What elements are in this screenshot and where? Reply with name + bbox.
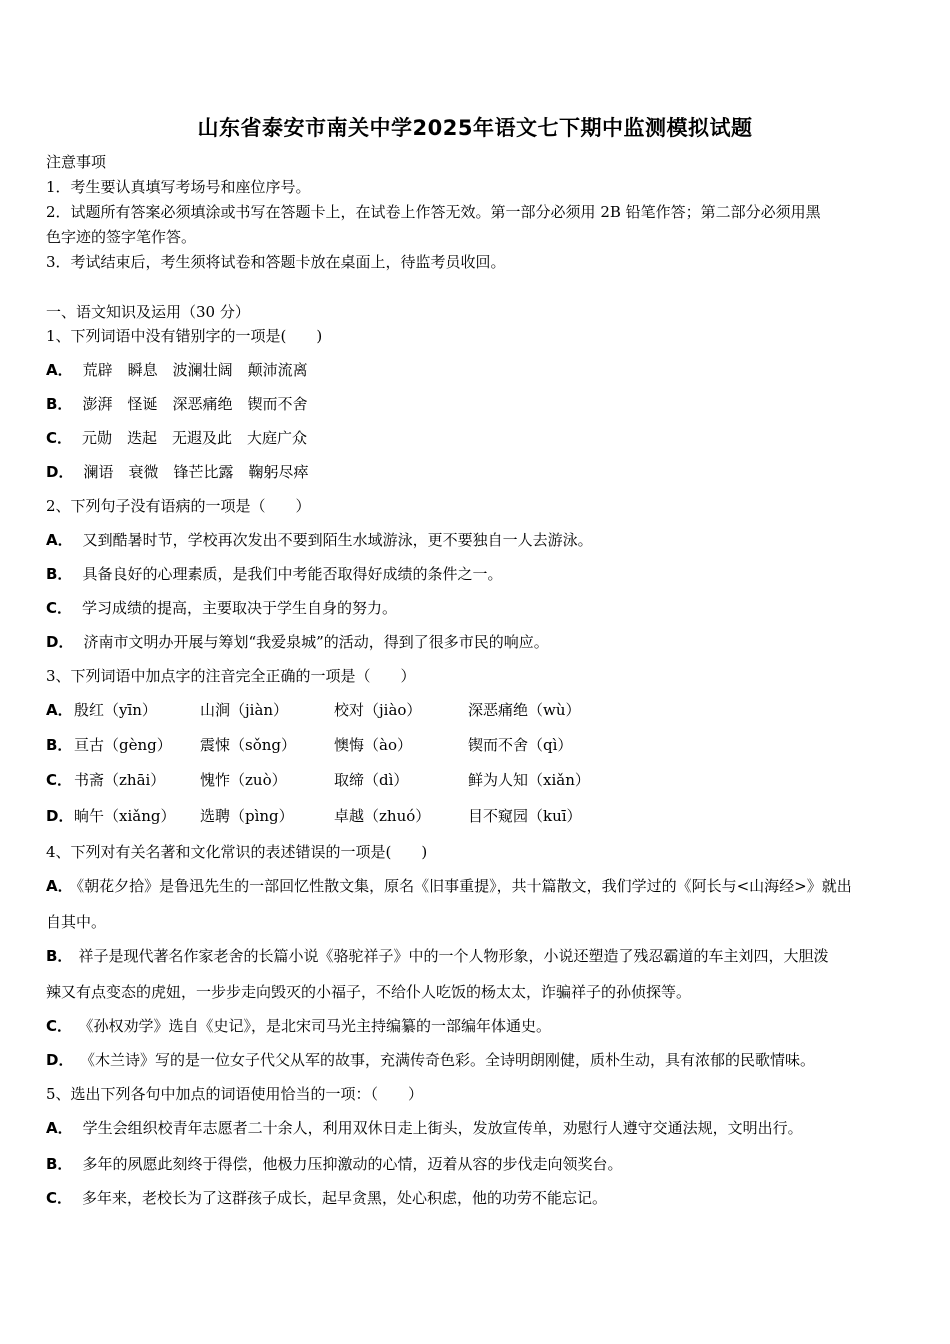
option-text: 《孙权劝学》选自《史记》，是北宋司马光主持编纂的一部编年体通史。 xyxy=(86,1017,552,1035)
q4-stem: 4、下列对有关名著和文化常识的表述错误的一项是( ) xyxy=(46,843,428,861)
option-text: 济南市文明办开展与筹划“我爱泉城”的活动，得到了很多市民的响应。 xyxy=(83,633,549,651)
option-label: C． xyxy=(46,1017,73,1035)
q3-a-cell-2: 山涧（jiàn） xyxy=(200,701,289,719)
option-text: 《朝花夕拾》是鲁迅先生的一部回忆性散文集，原名《旧事重提》，共十篇散文，我们学过的《阿长与<山海经>》就出 xyxy=(76,877,852,895)
notice-item-3: 3．考试结束后，考生须将试卷和答题卡放在桌面上，待监考员收回。 xyxy=(46,253,506,271)
option-text: 学生会组织校青年志愿者二十余人，利用双休日走上街头，发放宣传单，劝慰行人遵守交通法规，文明出行。 xyxy=(82,1119,803,1137)
option-label: D． xyxy=(46,633,74,651)
q1-stem: 1、下列词语中没有错别字的一项是( ) xyxy=(46,327,323,345)
q3-a-cell-1: 殷红（yīn） xyxy=(74,701,157,719)
q3-c-cell-3: 取缔（dì） xyxy=(334,771,409,789)
q2-stem: 2、下列句子没有语病的一项是（ ） xyxy=(46,497,311,515)
option-text: 学习成绩的提高，主要取决于学生自身的努力。 xyxy=(82,599,398,617)
q3-c-cell-2: 愧怍（zuò） xyxy=(200,771,287,789)
q5-stem: 5、选出下列各句中加点的词语使用恰当的一项：（ ） xyxy=(46,1085,424,1103)
option-label: A． xyxy=(46,531,73,549)
q3-option-c xyxy=(46,770,590,790)
q4-option-b-cont: 辣又有点变态的虎妞，一步步走向毁灭的小福子，不给仆人吃饭的杨太太，诈骗祥子的孙侦探等。 xyxy=(46,983,692,1001)
option-text: 《木兰诗》写的是一位女子代父从军的故事，充满传奇色彩。全诗明朗刚健，质朴生动，具有浓郁的民歌情味。 xyxy=(87,1051,815,1069)
option-text: 又到酷暑时节，学校再次发出不要到陌生水域游泳，更不要独自一人去游泳。 xyxy=(82,531,593,549)
option-label: A． xyxy=(46,1119,73,1137)
q3-b-cell-1: 亘古（gèng） xyxy=(74,736,172,754)
q4-option-b xyxy=(46,946,906,966)
q3-b-cell-3: 懊悔（ào） xyxy=(334,736,412,754)
q5-option-c xyxy=(46,1188,906,1208)
q1-option-c xyxy=(46,428,906,448)
q3-a-cell-3: 校对（jiào） xyxy=(334,701,422,719)
option-label: A． xyxy=(46,701,73,719)
option-text: 多年来，老校长为了这群孩子成长，起早贪黑，处心积虑，他的功劳不能忘记。 xyxy=(82,1189,608,1207)
q2-option-d xyxy=(46,632,906,652)
q1-option-d xyxy=(46,462,906,482)
q3-d-cell-4: 目不窥园（kuī） xyxy=(468,807,582,825)
option-label: B． xyxy=(46,395,73,413)
q3-option-d xyxy=(46,806,582,826)
q2-option-c xyxy=(46,598,906,618)
section-heading: 一、语文知识及运用（30 分） xyxy=(46,303,250,321)
q3-d-cell-1: 晌午（xiǎng） xyxy=(74,807,176,825)
option-text: 具备良好的心理素质，是我们中考能否取得好成绩的条件之一。 xyxy=(82,565,503,583)
option-text: 多年的夙愿此刻终于得偿，他极力压抑激动的心情，迈着从容的步伐走向领奖台。 xyxy=(82,1155,623,1173)
option-label: B． xyxy=(46,565,73,583)
notice-heading: 注意事项 xyxy=(46,153,107,171)
option-text: 祥子是现代著名作家老舍的长篇小说《骆驼祥子》中的一个人物形象，小说还塑造了残忍霸道的车主刘四，大胆泼 xyxy=(78,947,829,965)
option-text: 元勋 迭起 无遐及此 大庭广众 xyxy=(82,429,308,447)
q1-option-b xyxy=(46,394,906,414)
option-label: D． xyxy=(46,1051,74,1069)
q5-option-b xyxy=(46,1154,906,1174)
option-text: 澎湃 怪诞 深恶痛绝 锲而不舍 xyxy=(82,395,308,413)
q2-option-b xyxy=(46,564,906,584)
option-text: 澜语 衰微 锋芒比露 鞠躬尽瘁 xyxy=(83,463,309,481)
option-label: B． xyxy=(46,1155,73,1173)
q3-stem: 3、下列词语中加点字的注音完全正确的一项是（ ） xyxy=(46,667,416,685)
page-title: 山东省泰安市南关中学2025年语文七下期中监测模拟试题 xyxy=(197,116,753,140)
q4-option-c xyxy=(46,1016,906,1036)
q4-option-a xyxy=(46,876,906,896)
option-label: C． xyxy=(46,771,73,789)
option-label: C． xyxy=(46,1189,73,1207)
q2-option-a xyxy=(46,530,906,550)
notice-item-1: 1．考生要认真填写考场号和座位序号。 xyxy=(46,178,311,196)
q3-option-b xyxy=(46,735,573,755)
q4-option-d xyxy=(46,1050,906,1070)
option-label: C． xyxy=(46,599,73,617)
option-label: A． xyxy=(46,361,73,379)
q3-option-a xyxy=(46,700,581,720)
q3-b-cell-4: 锲而不舍（qì） xyxy=(468,736,573,754)
q4-option-a-cont: 自其中。 xyxy=(46,913,107,931)
q1-option-a xyxy=(46,360,906,380)
notice-item-2: 2．试题所有答案必须填涂或书写在答题卡上，在试卷上作答无效。第一部分必须用 2B 铅笔作答；第二部分必须用黑 xyxy=(46,203,821,221)
option-label: D． xyxy=(46,807,74,825)
option-label: C． xyxy=(46,429,73,447)
option-label: B． xyxy=(46,736,73,754)
option-label: D． xyxy=(46,463,74,481)
option-label: B． xyxy=(46,947,73,965)
q3-c-cell-1: 书斋（zhāi） xyxy=(74,771,166,789)
q3-b-cell-2: 震悚（sǒng） xyxy=(200,736,296,754)
q3-d-cell-3: 卓越（zhuó） xyxy=(334,807,431,825)
q3-c-cell-4: 鲜为人知（xiǎn） xyxy=(468,771,590,789)
option-label: A． xyxy=(46,877,73,895)
notice-item-2-cont: 色字迹的签字笔作答。 xyxy=(46,228,197,246)
option-text: 荒辟 瞬息 波澜壮阔 颠沛流离 xyxy=(82,361,308,379)
q5-option-a xyxy=(46,1118,906,1138)
q3-d-cell-2: 选聘（pìng） xyxy=(200,807,294,825)
q3-a-cell-4: 深恶痛绝（wù） xyxy=(468,701,581,719)
